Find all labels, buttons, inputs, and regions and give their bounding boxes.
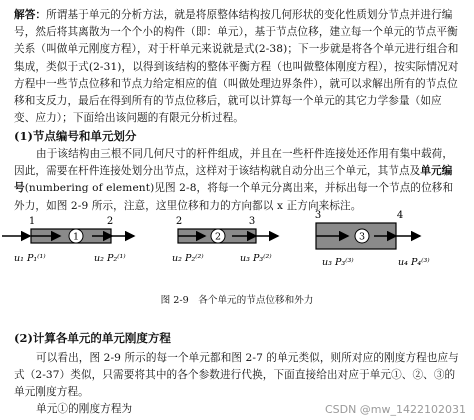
element-1-left-label: u₁ P₁⁽¹⁾ <box>14 253 46 264</box>
csdn-watermark: CSDN @mw_1422102031 <box>324 403 466 416</box>
element-2-circle-label: 2 <box>214 231 222 243</box>
section2-paragraph: 可以看出，图 2-9 所示的每一个单元都和图 2-7 的单元类似，则所对应的刚度方程也应与式（2-37）类似，只需要将其中的各个参数进行代换，下面直接给出对应于单元①、②、③的单元刚度方程。 <box>14 352 459 399</box>
element-2-left-label: u₂ P₂⁽²⁾ <box>172 253 204 264</box>
section2-heading: (2)计算各单元的单元刚度方程 <box>14 331 171 345</box>
element-2-node-left: 2 <box>175 216 183 227</box>
section1-text-b: (numbering of element)见图 2-8，将每一个单元分离出来，并标出每一个节点的位移和外力，如图 2-9 所示，注意，这里位移和力的方向都以 x 正方向来标注。 <box>14 182 454 212</box>
element-2-right-label: u₃ P₃⁽²⁾ <box>240 253 272 264</box>
section1-heading: (1)节点编号和单元划分 <box>14 129 137 143</box>
figure-caption: 图 2-9 各个单元的节点位移和外力 <box>160 295 314 306</box>
element-1-right-label: u₂ P₂⁽¹⁾ <box>94 253 126 264</box>
element-3-node-right: 4 <box>396 210 404 221</box>
element-figure <box>0 207 474 287</box>
element-1-node-left: 1 <box>28 216 36 227</box>
section1-text-a: 由于该结构由三根不同几何尺寸的杆件组成，并且在一些杆件连接处还作用有集中载荷，因此，需要在杆件连接处划分出节点，这样对于该结构就自动分出三个单元，其节点及 <box>14 148 454 178</box>
intro-text: 所谓基于单元的分析方法，就是将原整体结构按几何形状的变化性质划分节点并进行编号，然后将其离散为一个个小的构件（即：单元），基于节点位移，建立每一个单元的节点平衡关系（叫做单元刚度方程），对于杆单元来说就是式(2-38)；下一步就是将各个单元进行组合和集成，类似于式(2-31)，以得到该结构的整体平衡方程（也叫做整体刚度方程），按实际情况对方程中一些节点位移和节点力给定相应的值（叫做处理边界条件），就可以求解出所有的节点位移和支反力，最后在得到所有的节点位移后，就可以计算每一个单元的其它力学参量（如应变、应力）；下面给出该问题的有限元分析过程。 <box>14 9 459 125</box>
element-1-node-right: 2 <box>106 216 114 227</box>
answer-label: 解答： <box>14 9 47 21</box>
element-3-right-label: u₄ P₄⁽³⁾ <box>398 257 430 268</box>
intro-paragraph <box>14 7 460 127</box>
element-1 <box>2 216 134 264</box>
element-3-circle-label: 3 <box>358 231 366 243</box>
element-1-circle-label: 1 <box>72 231 80 243</box>
element-numbering-term: 单元编号 <box>14 165 453 195</box>
element-3-left-label: u₃ P₃⁽³⁾ <box>322 257 354 268</box>
element-2-node-right: 3 <box>248 216 256 227</box>
element-3-node-left: 3 <box>314 210 322 221</box>
element1-stiffness-line: 单元①的刚度方程为 <box>36 403 133 415</box>
element-2 <box>172 216 278 264</box>
section1-paragraph <box>14 146 460 215</box>
element-3 <box>315 210 430 268</box>
